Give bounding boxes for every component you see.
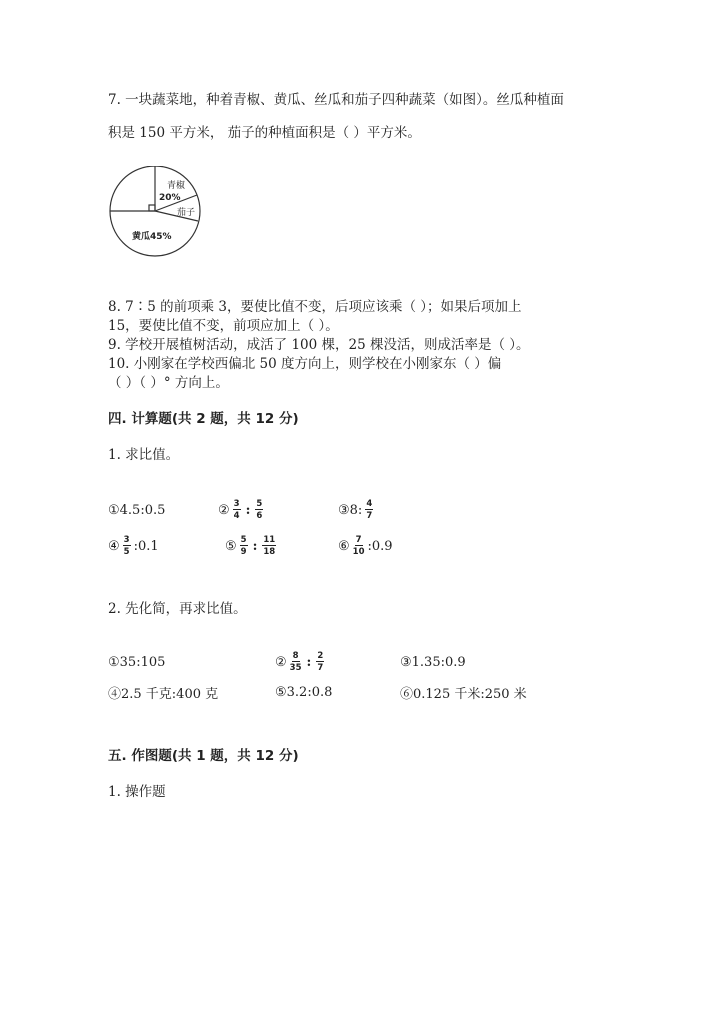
q1-item-3-fraction	[365, 500, 373, 521]
q2-item-4-text: ④2.5 千克:400 克	[108, 686, 219, 702]
numerator: 3	[123, 534, 130, 545]
numerator: 11	[263, 534, 276, 545]
section-4-heading: 四. 计算题(共 2 题，共 12 分)	[108, 411, 299, 427]
numerator: 4	[366, 498, 373, 509]
q1-item-4-fraction	[123, 536, 131, 557]
denominator: 35	[289, 663, 302, 673]
numerator: 8	[292, 650, 299, 661]
q2-item-1	[108, 649, 165, 675]
q2-item-4	[108, 679, 218, 705]
q1-item-4-suffix: :0.1	[133, 538, 159, 554]
q9-line-1: 9. 学校开展植树活动，成活了 100 棵，25 棵没活，则成活率是（ ）。	[108, 337, 530, 353]
q1-item-4	[108, 531, 159, 561]
q2-item-5	[275, 679, 332, 705]
denominator: 18	[263, 547, 276, 557]
section-4-q1-title: 1. 求比值。	[108, 447, 180, 463]
q1-item-5	[225, 531, 279, 561]
q2-item-2-fraction-b	[316, 652, 324, 673]
q1-item-2-fraction-a	[233, 500, 241, 521]
q1-item-3-prefix: ③8:	[338, 502, 363, 518]
q2-item-2	[275, 647, 327, 677]
section-4-q2-title: 2. 先化简，再求比值。	[108, 601, 247, 617]
q7-line-2: 积是 150 平方米， 茄子的种植面积是（ ）平方米。	[108, 125, 421, 141]
q2-item-6	[400, 679, 527, 705]
q2-item-1-text: ①35:105	[108, 654, 166, 670]
q8-line-2: 15，要使比值不变，前项应加上（ ）。	[108, 318, 339, 334]
q1-item-5-prefix: ⑤	[225, 538, 237, 554]
q1-item-1	[108, 497, 165, 523]
q2-item-2-fraction-a	[290, 652, 302, 673]
q1-item-2-fraction-b	[255, 500, 263, 521]
denominator: 7	[317, 663, 324, 673]
ratio-colon: :	[252, 538, 258, 554]
q2-item-5-text: ⑤3.2:0.8	[275, 684, 333, 700]
denominator: 10	[352, 547, 365, 557]
numerator: 5	[240, 534, 247, 545]
numerator: 3	[233, 498, 240, 509]
q1-item-5-fraction-a	[240, 536, 248, 557]
q1-item-6	[338, 531, 393, 561]
q2-item-3-text: ③1.35:0.9	[400, 654, 466, 670]
q1-item-2	[218, 495, 266, 525]
q2-item-3	[400, 649, 466, 675]
q1-item-6-prefix: ⑥	[338, 538, 350, 554]
denominator: 5	[123, 547, 130, 557]
q10-line-2: （ ）（ ）° 方向上。	[108, 375, 229, 391]
pie-label-pepper: 青椒	[167, 181, 186, 191]
ratio-colon: :	[245, 502, 251, 518]
pie-label-cucumber: 黄瓜45%	[132, 232, 172, 242]
q1-item-2-prefix: ②	[218, 502, 230, 518]
q10-line-1: 10. 小刚家在学校西偏北 50 度方向上，则学校在小刚家东（ ）偏	[108, 356, 502, 372]
q7-line-1: 7. 一块蔬菜地，种着青椒、黄瓜、丝瓜和茄子四种蔬菜（如图）。丝瓜种植面	[108, 92, 564, 108]
q2-item-2-prefix: ②	[275, 654, 287, 670]
pie-label-pepper-pct: 20%	[159, 193, 181, 203]
vegetable-pie-chart	[100, 166, 300, 276]
q1-item-6-fraction	[353, 536, 365, 557]
numerator: 7	[355, 534, 362, 545]
section-5-heading: 五. 作图题(共 1 题，共 12 分)	[108, 748, 299, 764]
denominator: 9	[240, 547, 247, 557]
denominator: 4	[233, 511, 240, 521]
q8-line-1: 8. 7∶5 的前项乘 3，要使比值不变，后项应该乘（ ）；如果后项加上	[108, 299, 522, 315]
right-angle-mark	[149, 205, 155, 211]
q1-item-6-suffix: :0.9	[367, 538, 393, 554]
ratio-colon: :	[306, 654, 312, 670]
q1-item-1-text: ①4.5:0.5	[108, 502, 166, 518]
section-5-q1-title: 1. 操作题	[108, 784, 166, 800]
pie-label-eggplant: 茄子	[177, 208, 196, 218]
q2-item-6-text: ⑥0.125 千米:250 米	[400, 686, 527, 702]
denominator: 7	[366, 511, 373, 521]
q1-item-3	[338, 495, 376, 525]
numerator: 2	[317, 650, 324, 661]
q1-item-4-prefix: ④	[108, 538, 120, 554]
denominator: 6	[256, 511, 263, 521]
numerator: 5	[256, 498, 263, 509]
q1-item-5-fraction-b	[262, 536, 276, 557]
